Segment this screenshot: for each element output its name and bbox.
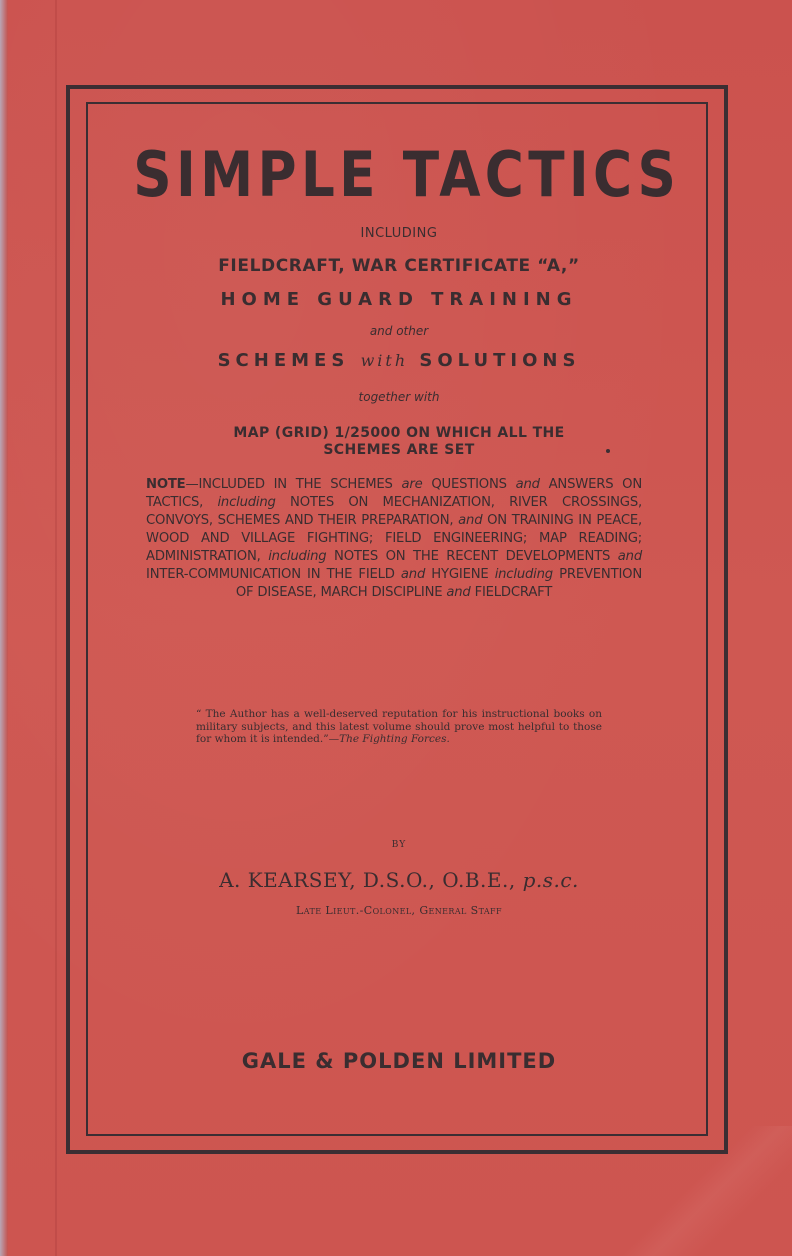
note-text: NOTES ON MECHANIZATION, RIVER CROSSINGS, CONVOYS, SCHEMES AND THEIR PREPARATION, [146, 495, 642, 528]
together-with-label: together with [358, 390, 440, 404]
author-name [90, 868, 708, 892]
publisher-name: GALE & POLDEN LIMITED [241, 1049, 557, 1073]
author-name-text: A. KEARSEY, D.S.O., O.B.E., [219, 868, 516, 892]
note-italic-word: and [458, 513, 483, 528]
subtitle-fieldcraft: FIELDCRAFT, WAR CERTIFICATE “A,” [218, 256, 580, 276]
cover-fold-line [55, 0, 57, 1256]
note-italic-word: including [217, 495, 276, 510]
note-text: QUESTIONS [422, 477, 516, 492]
note-text: HYGIENE [425, 567, 495, 582]
note-italic-word: and [617, 549, 643, 564]
subtitle-home-guard: HOME GUARD TRAINING [220, 289, 578, 310]
schemes-word: SCHEMES [217, 350, 350, 371]
note-italic-word: and [446, 585, 471, 600]
note-italic-word: including [268, 549, 327, 564]
note-text: INTER-COMMUNICATION IN THE FIELD [146, 567, 401, 582]
by-label: BY [391, 840, 407, 850]
map-line-2: SCHEMES ARE SET [323, 442, 475, 458]
with-word: with [360, 351, 409, 370]
quote-text: “ The Author has a well-deserved reputation for his instructional books on military subjects, and this latest volume should prove most helpful to those for whom it is intended.” [196, 708, 602, 745]
author-rank: Late Lieut.-Colonel, General Staff [296, 904, 502, 917]
map-line-1: MAP (GRID) 1/25000 ON WHICH ALL THE [233, 425, 565, 441]
note-label: NOTE [146, 477, 186, 492]
note-text: —INCLUDED IN THE SCHEMES [185, 477, 402, 492]
ink-dot [606, 449, 610, 453]
note-italic-word: including [494, 567, 553, 582]
note-text: FIELDCRAFT [470, 585, 553, 600]
book-title: SIMPLE TACTICS [133, 138, 681, 211]
review-quote [196, 708, 602, 746]
and-other-label: and other [369, 324, 429, 338]
subtitle-schemes [90, 350, 708, 371]
note-text: PREVENTION OF DISEASE, MARCH DISCIPLINE [235, 567, 642, 600]
note-body [146, 477, 642, 600]
note-text: ON TRAINING IN PEACE, WOOD AND VILLAGE FIGHTING; FIELD ENGINEERING; MAP READING; ADMINISTRATION, [146, 513, 643, 564]
including-label: INCLUDING [360, 226, 438, 241]
note-italic-word: and [515, 477, 540, 492]
spine-edge [0, 0, 8, 1256]
note-italic-word: are [401, 477, 423, 492]
quote-source: —The Fighting Forces. [328, 733, 450, 745]
note-italic-word: and [400, 567, 426, 582]
note-text: ANSWERS ON TACTICS, [146, 477, 643, 510]
note-text: NOTES ON THE RECENT DEVELOPMENTS [326, 549, 618, 564]
note-paragraph [146, 476, 642, 602]
solutions-word: SOLUTIONS [419, 350, 581, 371]
author-suffix: p.s.c. [522, 868, 579, 892]
